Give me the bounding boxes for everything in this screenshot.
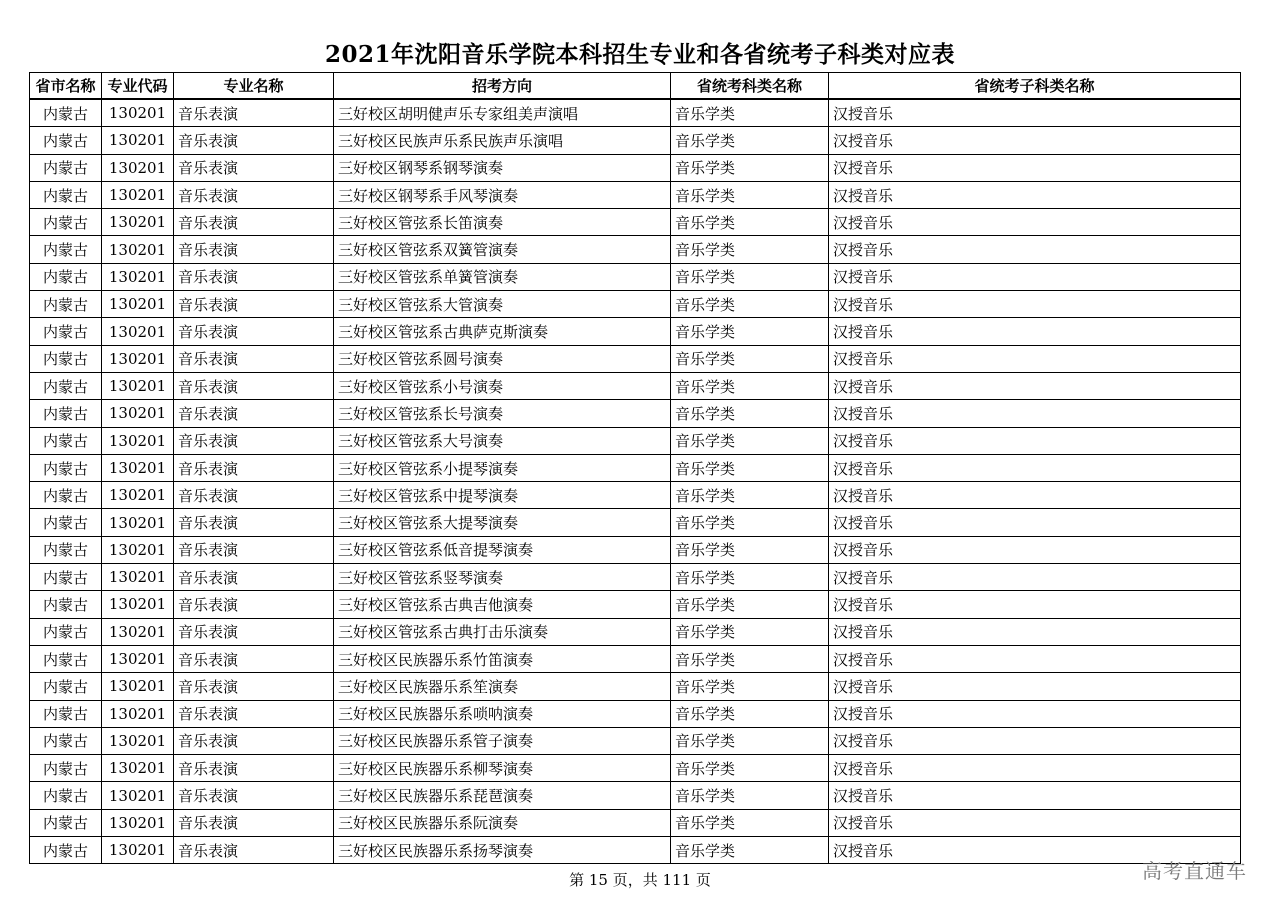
cell-subcategory: 汉授音乐: [829, 372, 1241, 399]
cell-category: 音乐学类: [671, 181, 829, 208]
cell-major-code: 130201: [102, 727, 174, 754]
cell-category: 音乐学类: [671, 645, 829, 672]
cell-subcategory: 汉授音乐: [829, 427, 1241, 454]
column-header-major-name: 专业名称: [174, 73, 334, 100]
table-row: [30, 318, 1241, 345]
cell-direction: 三好校区民族器乐系琵琶演奏: [334, 782, 671, 809]
cell-subcategory: 汉授音乐: [829, 318, 1241, 345]
cell-subcategory: 汉授音乐: [829, 645, 1241, 672]
cell-category: 音乐学类: [671, 618, 829, 645]
cell-major-name: 音乐表演: [174, 345, 334, 372]
cell-major-name: 音乐表演: [174, 236, 334, 263]
table-row: [30, 837, 1241, 864]
watermark-logo: 高考直通车: [1142, 859, 1247, 883]
cell-major-code: 130201: [102, 482, 174, 509]
document-title: 2021年沈阳音乐学院本科招生专业和各省统考子科类对应表: [324, 41, 955, 68]
cell-province: 内蒙古: [30, 372, 102, 399]
table-body: [30, 99, 1241, 864]
cell-direction: 三好校区民族器乐系扬琴演奏: [334, 837, 671, 864]
cell-major-name: 音乐表演: [174, 372, 334, 399]
cell-category: 音乐学类: [671, 127, 829, 154]
cell-direction: 三好校区管弦系大管演奏: [334, 291, 671, 318]
cell-major-name: 音乐表演: [174, 482, 334, 509]
cell-subcategory: 汉授音乐: [829, 700, 1241, 727]
cell-major-name: 音乐表演: [174, 645, 334, 672]
cell-major-code: 130201: [102, 454, 174, 481]
cell-major-name: 音乐表演: [174, 209, 334, 236]
cell-major-code: 130201: [102, 209, 174, 236]
cell-major-code: 130201: [102, 536, 174, 563]
cell-subcategory: 汉授音乐: [829, 99, 1241, 127]
cell-major-code: 130201: [102, 99, 174, 127]
cell-province: 内蒙古: [30, 727, 102, 754]
cell-direction: 三好校区管弦系单簧管演奏: [334, 263, 671, 290]
cell-direction: 三好校区管弦系古典打击乐演奏: [334, 618, 671, 645]
cell-direction: 三好校区民族声乐系民族声乐演唱: [334, 127, 671, 154]
cell-province: 内蒙古: [30, 645, 102, 672]
cell-major-name: 音乐表演: [174, 127, 334, 154]
cell-subcategory: 汉授音乐: [829, 345, 1241, 372]
cell-category: 音乐学类: [671, 591, 829, 618]
table-row: [30, 645, 1241, 672]
cell-major-name: 音乐表演: [174, 400, 334, 427]
cell-subcategory: 汉授音乐: [829, 809, 1241, 836]
cell-direction: 三好校区管弦系低音提琴演奏: [334, 536, 671, 563]
cell-subcategory: 汉授音乐: [829, 181, 1241, 208]
cell-province: 内蒙古: [30, 181, 102, 208]
table-row: [30, 99, 1241, 127]
cell-major-code: 130201: [102, 591, 174, 618]
cell-direction: 三好校区民族器乐系管子演奏: [334, 727, 671, 754]
cell-province: 内蒙古: [30, 209, 102, 236]
cell-category: 音乐学类: [671, 400, 829, 427]
cell-major-code: 130201: [102, 509, 174, 536]
cell-direction: 三好校区管弦系中提琴演奏: [334, 482, 671, 509]
cell-province: 内蒙古: [30, 291, 102, 318]
cell-major-name: 音乐表演: [174, 154, 334, 181]
cell-province: 内蒙古: [30, 127, 102, 154]
cell-major-name: 音乐表演: [174, 700, 334, 727]
column-header-major-code: 专业代码: [102, 73, 174, 100]
cell-subcategory: 汉授音乐: [829, 591, 1241, 618]
cell-direction: 三好校区管弦系大提琴演奏: [334, 509, 671, 536]
cell-province: 内蒙古: [30, 427, 102, 454]
admissions-table: [29, 72, 1241, 864]
cell-subcategory: 汉授音乐: [829, 618, 1241, 645]
cell-province: 内蒙古: [30, 809, 102, 836]
cell-province: 内蒙古: [30, 782, 102, 809]
cell-province: 内蒙古: [30, 755, 102, 782]
cell-major-code: 130201: [102, 809, 174, 836]
cell-major-name: 音乐表演: [174, 564, 334, 591]
cell-subcategory: 汉授音乐: [829, 291, 1241, 318]
cell-province: 内蒙古: [30, 400, 102, 427]
cell-direction: 三好校区管弦系长笛演奏: [334, 209, 671, 236]
cell-category: 音乐学类: [671, 291, 829, 318]
cell-subcategory: 汉授音乐: [829, 263, 1241, 290]
table-row: [30, 755, 1241, 782]
cell-subcategory: 汉授音乐: [829, 837, 1241, 864]
cell-province: 内蒙古: [30, 700, 102, 727]
cell-major-code: 130201: [102, 673, 174, 700]
cell-category: 音乐学类: [671, 837, 829, 864]
cell-major-name: 音乐表演: [174, 509, 334, 536]
cell-province: 内蒙古: [30, 618, 102, 645]
cell-province: 内蒙古: [30, 454, 102, 481]
cell-major-name: 音乐表演: [174, 727, 334, 754]
table-row: [30, 536, 1241, 563]
cell-province: 内蒙古: [30, 837, 102, 864]
cell-category: 音乐学类: [671, 209, 829, 236]
cell-category: 音乐学类: [671, 345, 829, 372]
cell-direction: 三好校区民族器乐系唢呐演奏: [334, 700, 671, 727]
cell-category: 音乐学类: [671, 154, 829, 181]
cell-major-name: 音乐表演: [174, 454, 334, 481]
cell-major-name: 音乐表演: [174, 181, 334, 208]
cell-direction: 三好校区管弦系圆号演奏: [334, 345, 671, 372]
cell-major-code: 130201: [102, 127, 174, 154]
cell-major-name: 音乐表演: [174, 99, 334, 127]
cell-direction: 三好校区管弦系古典吉他演奏: [334, 591, 671, 618]
cell-province: 内蒙古: [30, 263, 102, 290]
cell-category: 音乐学类: [671, 727, 829, 754]
cell-major-name: 音乐表演: [174, 536, 334, 563]
table-row: [30, 782, 1241, 809]
cell-direction: 三好校区民族器乐系柳琴演奏: [334, 755, 671, 782]
cell-category: 音乐学类: [671, 536, 829, 563]
cell-province: 内蒙古: [30, 509, 102, 536]
cell-province: 内蒙古: [30, 318, 102, 345]
cell-category: 音乐学类: [671, 454, 829, 481]
cell-category: 音乐学类: [671, 427, 829, 454]
table-row: [30, 127, 1241, 154]
cell-major-code: 130201: [102, 154, 174, 181]
table-row: [30, 564, 1241, 591]
cell-major-name: 音乐表演: [174, 809, 334, 836]
cell-province: 内蒙古: [30, 154, 102, 181]
cell-subcategory: 汉授音乐: [829, 454, 1241, 481]
table-row: [30, 509, 1241, 536]
cell-subcategory: 汉授音乐: [829, 755, 1241, 782]
cell-category: 音乐学类: [671, 809, 829, 836]
cell-subcategory: 汉授音乐: [829, 673, 1241, 700]
cell-major-name: 音乐表演: [174, 318, 334, 345]
cell-category: 音乐学类: [671, 509, 829, 536]
cell-direction: 三好校区管弦系小号演奏: [334, 372, 671, 399]
table-row: [30, 591, 1241, 618]
cell-major-code: 130201: [102, 291, 174, 318]
cell-major-code: 130201: [102, 700, 174, 727]
cell-major-code: 130201: [102, 345, 174, 372]
cell-major-name: 音乐表演: [174, 591, 334, 618]
cell-category: 音乐学类: [671, 700, 829, 727]
cell-major-code: 130201: [102, 318, 174, 345]
cell-major-code: 130201: [102, 236, 174, 263]
cell-major-code: 130201: [102, 564, 174, 591]
table-row: [30, 400, 1241, 427]
table-row: [30, 427, 1241, 454]
cell-major-code: 130201: [102, 755, 174, 782]
cell-major-code: 130201: [102, 181, 174, 208]
column-header-subcategory: 省统考子科类名称: [829, 73, 1241, 100]
cell-major-name: 音乐表演: [174, 291, 334, 318]
cell-major-code: 130201: [102, 427, 174, 454]
table-row: [30, 345, 1241, 372]
cell-category: 音乐学类: [671, 564, 829, 591]
cell-province: 内蒙古: [30, 673, 102, 700]
cell-major-code: 130201: [102, 618, 174, 645]
cell-direction: 三好校区管弦系双簧管演奏: [334, 236, 671, 263]
cell-category: 音乐学类: [671, 755, 829, 782]
cell-major-code: 130201: [102, 263, 174, 290]
column-header-direction: 招考方向: [334, 73, 671, 100]
cell-direction: 三好校区管弦系古典萨克斯演奏: [334, 318, 671, 345]
cell-category: 音乐学类: [671, 99, 829, 127]
cell-major-code: 130201: [102, 400, 174, 427]
table-row: [30, 618, 1241, 645]
cell-province: 内蒙古: [30, 345, 102, 372]
table-header-row: [30, 73, 1241, 100]
cell-subcategory: 汉授音乐: [829, 482, 1241, 509]
cell-major-code: 130201: [102, 372, 174, 399]
cell-direction: 三好校区民族器乐系笙演奏: [334, 673, 671, 700]
cell-category: 音乐学类: [671, 236, 829, 263]
cell-direction: 三好校区管弦系大号演奏: [334, 427, 671, 454]
table-row: [30, 809, 1241, 836]
cell-subcategory: 汉授音乐: [829, 564, 1241, 591]
cell-major-name: 音乐表演: [174, 427, 334, 454]
cell-province: 内蒙古: [30, 536, 102, 563]
cell-major-name: 音乐表演: [174, 837, 334, 864]
cell-major-name: 音乐表演: [174, 673, 334, 700]
cell-major-name: 音乐表演: [174, 618, 334, 645]
cell-direction: 三好校区钢琴系手风琴演奏: [334, 181, 671, 208]
cell-subcategory: 汉授音乐: [829, 727, 1241, 754]
cell-category: 音乐学类: [671, 673, 829, 700]
cell-category: 音乐学类: [671, 318, 829, 345]
cell-major-name: 音乐表演: [174, 755, 334, 782]
cell-direction: 三好校区民族器乐系竹笛演奏: [334, 645, 671, 672]
column-header-province: 省市名称: [30, 73, 102, 100]
table-row: [30, 154, 1241, 181]
cell-subcategory: 汉授音乐: [829, 509, 1241, 536]
cell-direction: 三好校区胡明健声乐专家组美声演唱: [334, 99, 671, 127]
cell-direction: 三好校区钢琴系钢琴演奏: [334, 154, 671, 181]
table-row: [30, 291, 1241, 318]
cell-major-code: 130201: [102, 782, 174, 809]
cell-direction: 三好校区管弦系小提琴演奏: [334, 454, 671, 481]
cell-category: 音乐学类: [671, 372, 829, 399]
table-row: [30, 673, 1241, 700]
cell-major-name: 音乐表演: [174, 263, 334, 290]
page-number: 第 15 页，共 111 页: [569, 871, 711, 889]
cell-direction: 三好校区管弦系竖琴演奏: [334, 564, 671, 591]
cell-province: 内蒙古: [30, 564, 102, 591]
cell-subcategory: 汉授音乐: [829, 782, 1241, 809]
table-row: [30, 372, 1241, 399]
cell-direction: 三好校区民族器乐系阮演奏: [334, 809, 671, 836]
cell-major-code: 130201: [102, 645, 174, 672]
cell-subcategory: 汉授音乐: [829, 154, 1241, 181]
cell-province: 内蒙古: [30, 482, 102, 509]
cell-subcategory: 汉授音乐: [829, 536, 1241, 563]
cell-subcategory: 汉授音乐: [829, 236, 1241, 263]
cell-province: 内蒙古: [30, 99, 102, 127]
cell-subcategory: 汉授音乐: [829, 400, 1241, 427]
cell-subcategory: 汉授音乐: [829, 127, 1241, 154]
column-header-category: 省统考科类名称: [671, 73, 829, 100]
table-row: [30, 454, 1241, 481]
table-row: [30, 236, 1241, 263]
cell-category: 音乐学类: [671, 782, 829, 809]
table-row: [30, 181, 1241, 208]
table-row: [30, 727, 1241, 754]
cell-major-name: 音乐表演: [174, 782, 334, 809]
cell-major-code: 130201: [102, 837, 174, 864]
cell-province: 内蒙古: [30, 236, 102, 263]
cell-province: 内蒙古: [30, 591, 102, 618]
table-row: [30, 263, 1241, 290]
cell-category: 音乐学类: [671, 263, 829, 290]
table-row: [30, 482, 1241, 509]
table-row: [30, 700, 1241, 727]
table-row: [30, 209, 1241, 236]
cell-category: 音乐学类: [671, 482, 829, 509]
cell-direction: 三好校区管弦系长号演奏: [334, 400, 671, 427]
cell-subcategory: 汉授音乐: [829, 209, 1241, 236]
